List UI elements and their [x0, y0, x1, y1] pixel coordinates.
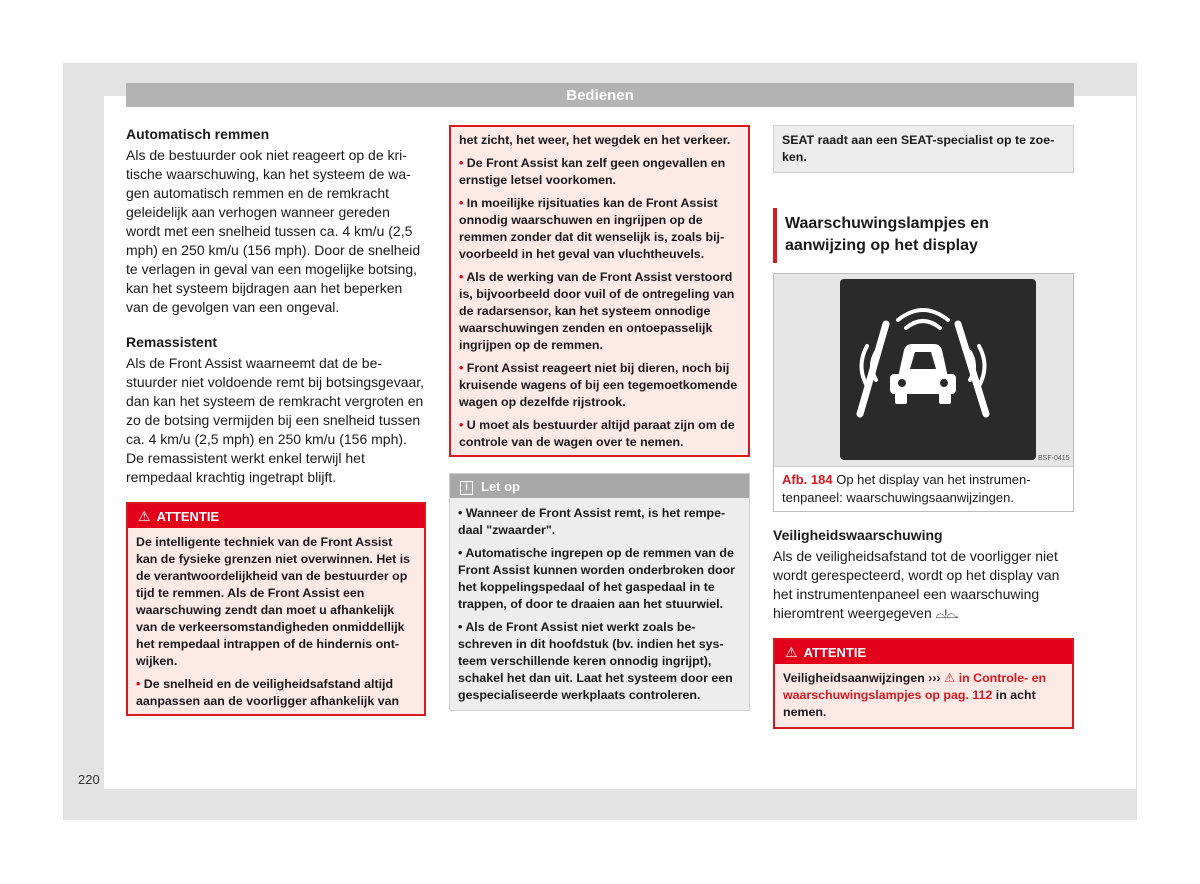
- distance-warning-symbol-icon: ⌓!⌓: [935, 607, 955, 621]
- heading-brake-assist: Remassistent: [126, 334, 218, 350]
- warning-item: [136, 676, 416, 710]
- warning-item-text: De snelheid en de veiligheidsafstand altijd aanpassen aan de voorligger afhankelijk van: [136, 677, 400, 708]
- warning-item-text: U moet als bestuurder altijd paraat zijn om de controle van de wagen over te nemen.: [459, 418, 735, 449]
- note-item: • Als de Front Assist niet werkt zoals beschreven in dit hoofdstuk (bv. indien het systeem verschillende keren onnodig ingrijpt), schakel het dan uit. Laat het systeem door een gespecialiseerde werkplaats controleren.: [458, 620, 733, 702]
- reference-arrows: ›››: [928, 671, 941, 685]
- figure-184: [773, 273, 1074, 512]
- note-item-text: Wanneer de Front Assist remt, is het rempedaal "zwaarder".: [458, 506, 726, 537]
- warning-box-continued: [449, 125, 750, 457]
- figure-code: BSF-0415: [1038, 455, 1070, 462]
- note-box: [449, 473, 750, 711]
- warning-item: [459, 269, 740, 354]
- warning-item-text: Front Assist reageert niet bij dieren, noch bij kruisende wagens of bij een tegemoetkomende wagen op dezelfde rijstrook.: [459, 361, 738, 409]
- bullet-icon: •: [459, 418, 467, 432]
- bullet-icon: •: [459, 156, 467, 170]
- warning-tail: in acht nemen.: [783, 688, 1036, 719]
- warning-paragraph: het zicht, het weer, het wegdek en het verkeer.: [459, 133, 731, 147]
- bullet-icon: •: [459, 270, 467, 284]
- warning-title: ATTENTIE: [803, 645, 867, 660]
- tip-box: SEAT raadt aan een SEAT-specialist op te zoeken.: [773, 125, 1074, 173]
- warning-header: [128, 504, 424, 528]
- note-item: • Wanneer de Front Assist remt, is het rempedaal "zwaarder".: [458, 506, 726, 537]
- bullet-icon: •: [459, 361, 467, 375]
- column-right: [773, 125, 1074, 729]
- warning-triangle-icon: ⚠: [138, 508, 151, 524]
- warning-header: [775, 640, 1072, 664]
- warning-item: [459, 360, 740, 411]
- bullet-icon: •: [136, 677, 144, 691]
- paragraph-automatic-braking: Als de bestuurder ook niet reageert op de kritische waarschuwing, kan het systeem de wagen automatisch remmen en de remkracht geleidelijk aan verhogen wanneer gereden wordt met een snelheid tussen ca. 4 km/u (2,5 mph) en 250 km/u (156 mph). Door de snelheid te verlagen in geval van een mogelijke botsing, kan het systeem bijdragen aan het beperken van de gevolgen van een ongeval.: [126, 147, 421, 315]
- note-header: [450, 474, 749, 498]
- bullet-icon: •: [459, 196, 467, 210]
- warning-lead: Veiligheidsaanwijzingen: [783, 671, 925, 685]
- warning-item-text: In moeilijke rijsituaties kan de Front Assist onnodig waarschuwen en ingrijpen op de remmen zonder dat dit wenselijk is, zoals bijvoorbeeld in het geval van vluchtheuvels.: [459, 196, 725, 261]
- note-item-text: Als de Front Assist niet werkt zoals beschreven in dit hoofdstuk (bv. indien het systeem verschillende keren onnodig ingrijpt), schakel het dan uit. Laat het systeem door een gespecialiseerde werkplaats controleren.: [458, 620, 733, 702]
- page-number: 220: [78, 772, 100, 787]
- warning-box: [126, 502, 426, 716]
- column-left: [126, 125, 426, 716]
- paragraph-text: Als de veiligheidsafstand tot de voorligger niet wordt gerespecteerd, wordt op het display van het instrumentenpaneel een waarschuwing hieromtrent weergegeven: [773, 548, 1060, 621]
- column-middle: [449, 125, 750, 711]
- warning-triangle-icon: ⚠: [785, 644, 798, 660]
- warning-item-text: De Front Assist kan zelf geen ongevallen en ernstige letsel voorkomen.: [459, 156, 726, 187]
- note-body: [450, 498, 749, 710]
- heading-safety-warning: Veiligheidswaarschuwing: [773, 527, 943, 543]
- paragraph-safety-warning: Als de veiligheidsafstand tot de voorligger niet wordt gerespecteerd, wordt op het display van het instrumentenpaneel een waarschuwing hieromtrent weergegeven ⌓!⌓.: [773, 548, 1060, 621]
- warning-title: ATTENTIE: [156, 509, 220, 524]
- figure-caption: [774, 467, 1073, 511]
- info-icon: i: [460, 481, 473, 495]
- warning-body: [451, 127, 748, 455]
- warning-body: [128, 528, 424, 714]
- warning-box-right: [773, 638, 1074, 729]
- display-warning-graphic: [774, 274, 1073, 466]
- chapter-header: Bedienen: [126, 83, 1074, 107]
- warning-item-text: Als de werking van de Front Assist verstoord is, bijvoorbeeld door vuil of de ontregeling van de radarsensor, kan het systeem onnodige waarschuwingen zenden en ontoepasselijk ingrijpen op de remmen.: [459, 270, 735, 352]
- paragraph-brake-assist: Als de Front Assist waarneemt dat de bestuurder niet voldoende remt bij botsingsgevaar, dan kan het systeem de remkracht vergroten en zo de botsing vermijden bij een snelheid tussen ca. 4 km/u (2,5 mph) en 250 km/u (156 mph). De remassistent werkt enkel terwijl het rempedaal krachtig ingetrapt blijft.: [126, 355, 425, 485]
- figure-image: [774, 274, 1073, 467]
- reference-link-text: in Controle- en waarschuwingslampjes op pag. 112: [783, 671, 1047, 702]
- warning-triangle-icon: ⚠: [944, 671, 956, 685]
- note-item-text: Automatische ingrepen op de remmen van de Front Assist kunnen worden onderbroken door het koppelingspedaal of het gaspedaal in te trappen, of door te draaien aan het stuurwiel.: [458, 546, 735, 611]
- section-title: Waarschuwingslampjes en aanwijzing op het display: [773, 208, 1074, 263]
- warning-paragraph: De intelligente techniek van de Front Assist kan de fysieke grenzen niet overwinnen. Het is de verantwoordelijkheid van de bestuurder op tijd te remmen. Als de Front Assist een waarschuwing zendt dan moet u afhankelijk van de verkeersomstandigheden onmiddellijk het rempedaal intrappen of de hindernis ontwijken.: [136, 535, 411, 668]
- warning-body: [775, 664, 1072, 727]
- warning-item: [459, 417, 740, 451]
- note-item: • Automatische ingrepen op de remmen van de Front Assist kunnen worden onderbroken door het koppelingspedaal of het gaspedaal in te trappen, of door te draaien aan het stuurwiel.: [458, 546, 735, 611]
- note-title: Let op: [481, 479, 520, 494]
- figure-caption-text: Op het display van het instrumentenpaneel: waarschuwingsaanwijzingen.: [782, 472, 1031, 505]
- warning-item: [459, 195, 740, 263]
- heading-automatic-braking: Automatisch remmen: [126, 126, 270, 142]
- warning-item: [459, 155, 740, 189]
- figure-label: Afb. 184: [782, 472, 833, 487]
